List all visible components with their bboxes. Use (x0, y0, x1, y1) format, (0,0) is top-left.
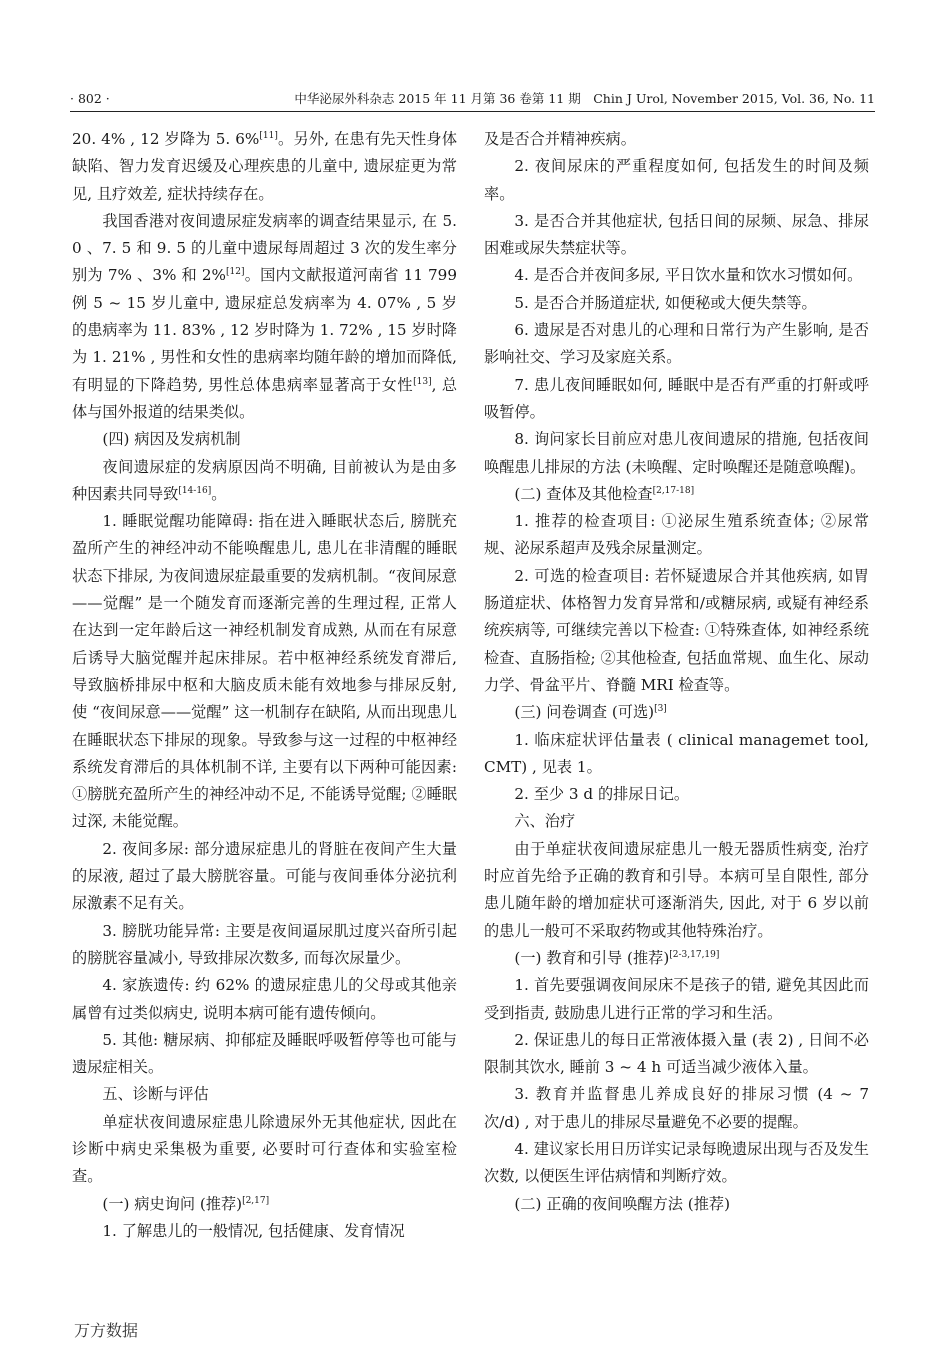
text-run: (二) 查体及其他检查 (514, 484, 653, 503)
paragraph (484, 317, 869, 372)
text-run: (四) 病因及发病机制 (102, 430, 241, 449)
citation-ref: [2,17-18] (652, 485, 695, 496)
paragraph (72, 918, 457, 973)
text-run: 六、治疗 (514, 812, 576, 831)
paragraph (484, 372, 869, 427)
section-heading (484, 481, 869, 508)
text-run: 。国内文献报道河南省 11 799 例 5 ~ 15 岁儿童中, 遗尿症总发病率为 4. 07% , 5 岁的患病率为 11. 83% , 12 岁时降为 1. 72% , 15 岁时降为 1. 21% , 男性和女性的患病率均随年龄的增加而降低, 有明显的下降趋势, 男性总体患病率显著高于女性 (72, 266, 457, 394)
text-run: 五、诊断与评估 (102, 1085, 209, 1104)
text-run: 由于单症状夜间遗尿症患儿一般无器质性病变, 治疗时应首先给予正确的教育和引导。本病可呈自限性, 部分患儿随年龄的增加症状可逐渐消失, 因此, 对于 6 岁以前的患儿一般可不采取药物或其他特殊治疗。 (484, 839, 869, 940)
text-run: 及是否合并精神疾病。 (484, 130, 636, 148)
text-run: 3. 教育并监督患儿养成良好的排尿习惯 (4 ~ 7 次/d) , 对于患儿的排尿尽量避免不必要的提醒。 (484, 1085, 869, 1131)
paragraph (484, 208, 869, 263)
text-run: 4. 建议家长用日历详实记录每晚遗尿出现与否及发生次数, 以便医生评估病情和判断疗效。 (484, 1139, 869, 1186)
text-run: 。 (211, 484, 227, 503)
text-run: 4. 家族遗传: 约 62% 的遗尿症患儿的父母或其他亲属曾有过类似病史, 说明本病可能有遗传倾向。 (72, 976, 457, 1022)
paragraph (72, 454, 457, 509)
paragraph (484, 1081, 869, 1136)
paragraph (484, 1027, 869, 1082)
text-run: 夜间遗尿症的发病原因尚不明确, 目前被认为是由多种因素共同导致 (72, 457, 457, 503)
section-heading (484, 945, 869, 972)
text-run: 我国香港对夜间遗尿症发病率的调查结果显示, 在 5. 0 、7. 5 和 9. 5 的儿童中遗尿每周超过 3 次的发生率分别为 7% 、3% 和 2% (72, 211, 457, 285)
paragraph (72, 208, 457, 426)
paragraph (484, 727, 869, 782)
section-heading (484, 699, 869, 726)
paragraph (72, 836, 457, 918)
citation-ref: [3] (654, 704, 667, 715)
text-run: (三) 问卷调查 (可选) (514, 703, 655, 722)
section-heading (72, 426, 457, 453)
paragraph (484, 781, 869, 808)
paragraph (484, 290, 869, 317)
paragraph (484, 836, 869, 945)
paragraph (484, 153, 869, 208)
citation-ref: [11] (259, 131, 278, 141)
text-run: 3. 膀胱功能异常: 主要是夜间逼尿肌过度兴奋所引起的膀胱容量减小, 导致排尿次数多, 而每次尿量少。 (72, 921, 457, 967)
text-run: 单症状夜间遗尿症患儿除遗尿外无其他症状, 因此在诊断中病史采集极为重要, 必要时可行查体和实验室检查。 (72, 1112, 457, 1186)
section-heading (484, 1191, 869, 1218)
text-run: 8. 询问家长目前应对患儿夜间遗尿的措施, 包括夜间唤醒患儿排尿的方法 (未唤醒、定时唤醒还是随意唤醒)。 (484, 430, 869, 476)
right-column (484, 126, 869, 1218)
header-rule (70, 111, 875, 112)
text-run: 7. 患儿夜间睡眠如何, 睡眠中是否有严重的打鼾或呼吸暂停。 (484, 375, 869, 421)
text-run: 2. 至少 3 d 的排尿日记。 (514, 785, 690, 804)
text-run: 5. 其他: 糖尿病、抑郁症及睡眠呼吸暂停等也可能与遗尿症相关。 (72, 1030, 457, 1077)
left-column (72, 126, 457, 1245)
page-number: · 802 · (70, 91, 110, 106)
paragraph (484, 262, 869, 289)
text-run: 。另外, 在患有先天性身体缺陷、智力发育迟缓及心理疾患的儿童中, 遗尿症更为常见, 且疗效差, 症状持续存在。 (72, 130, 458, 203)
text-run: 1. 推荐的检查项目: ①泌尿生殖系统查体; ②尿常规、泌尿系超声及残余尿量测定。 (484, 512, 869, 558)
text-run: 1. 了解患儿的一般情况, 包括健康、发育情况 (102, 1221, 405, 1240)
text-run: 1. 首先要强调夜间尿床不是孩子的错, 避免其因此而受到指责, 鼓励患儿进行正常的学习和生活。 (484, 976, 869, 1022)
section-heading (72, 1191, 457, 1218)
running-header (70, 89, 875, 109)
section-heading (484, 808, 869, 835)
section-heading (72, 1081, 457, 1108)
paragraph (484, 508, 869, 563)
journal-citation: 中华泌尿外科杂志 2015 年 11 月第 36 卷第 11 期 Chin J Urol, November 2015, Vol. 36, No. 11 (294, 91, 875, 106)
text-run: 1. 睡眠觉醒功能障碍: 指在进入睡眠状态后, 膀胱充盈所产生的神经冲动不能唤醒患儿, 患儿在非清醒的睡眠状态下排尿, 为夜间遗尿症最重要的发病机制。“夜间尿意——觉醒” 是一个随发育而逐渐完善的生理过程, 正常人在达到一定年龄后这一神经机制发育成熟, 从而在有尿意后诱导大脑觉醒并起床排尿。若中枢神经系统发育滞后, 导致脑桥排尿中枢和大脑皮质未能有效地参与排尿反射, 使 “夜间尿意——觉醒” 这一机制存在缺陷, 从而出现患儿在睡眠状态下排尿的现象。导致参与这一过程的中枢神经系统发育滞后的具体机制不详, 主要有以下两种可能因素: ①膀胱充盈所产生的神经冲动不足, 不能诱导觉醒; ②睡眠过深, 未能觉醒。 (72, 512, 457, 831)
text-run: 5. 是否合并肠道症状, 如便秘或大便失禁等。 (514, 293, 817, 312)
footer-watermark: 万方数据 (74, 1321, 139, 1340)
text-run: (一) 教育和引导 (推荐) (514, 948, 670, 967)
text-run: , 总体与国外报道的结果类似。 (72, 375, 458, 421)
paragraph (484, 126, 869, 153)
text-run: 2. 夜间尿床的严重程度如何, 包括发生的时间及频率。 (484, 157, 869, 203)
paragraph (72, 1218, 457, 1245)
text-run: 3. 是否合并其他症状, 包括日间的尿频、尿急、排尿困难或尿失禁症状等。 (484, 211, 869, 258)
text-run: 1. 临床症状评估量表 ( clinical managemet tool, CMT) , 见表 1。 (484, 730, 869, 776)
text-run: 20. 4% , 12 岁降为 5. 6% (72, 130, 260, 148)
paragraph (484, 972, 869, 1027)
paragraph (72, 508, 457, 836)
text-run: (二) 正确的夜间唤醒方法 (推荐) (514, 1194, 730, 1213)
paragraph (72, 126, 457, 208)
text-run: 2. 夜间多尿: 部分遗尿症患儿的肾脏在夜间产生大量的尿液, 超过了最大膀胱容量。可能与夜间垂体分泌抗利尿激素不足有关。 (72, 839, 457, 913)
paragraph (72, 1027, 457, 1082)
text-run: 6. 遗尿是否对患儿的心理和日常行为产生影响, 是否影响社交、学习及家庭关系。 (484, 321, 869, 367)
paragraph (72, 972, 457, 1027)
text-run: 2. 保证患儿的每日正常液体摄入量 (表 2) , 日间不必限制其饮水, 睡前 3 ~ 4 h 可适当减少液体入量。 (484, 1030, 869, 1077)
text-run: 2. 可选的检查项目: 若怀疑遗尿合并其他疾病, 如胃肠道症状、体格智力发育异常和/或糖尿病, 或疑有神经系统疾病等, 可继续完善以下检查: ①特殊查体, 如神经系统检查、直肠指检; ②其他检查, 包括血常规、血生化、尿动力学、骨盆平片、脊髓 MRI 检查等。 (484, 566, 869, 694)
paragraph (484, 1136, 869, 1191)
citation-ref: [2,17] (242, 1195, 270, 1206)
citation-ref: [14-16] (178, 485, 212, 496)
citation-ref: [13] (413, 376, 432, 387)
text-run: 4. 是否合并夜间多尿, 平日饮水量和饮水习惯如何。 (514, 266, 863, 285)
paragraph (72, 1109, 457, 1191)
paragraph (484, 563, 869, 699)
paragraph (484, 426, 869, 481)
text-run: (一) 病史询问 (推荐) (102, 1194, 243, 1213)
citation-ref: [2-3,17,19] (669, 949, 720, 960)
citation-ref: [12] (226, 267, 245, 278)
